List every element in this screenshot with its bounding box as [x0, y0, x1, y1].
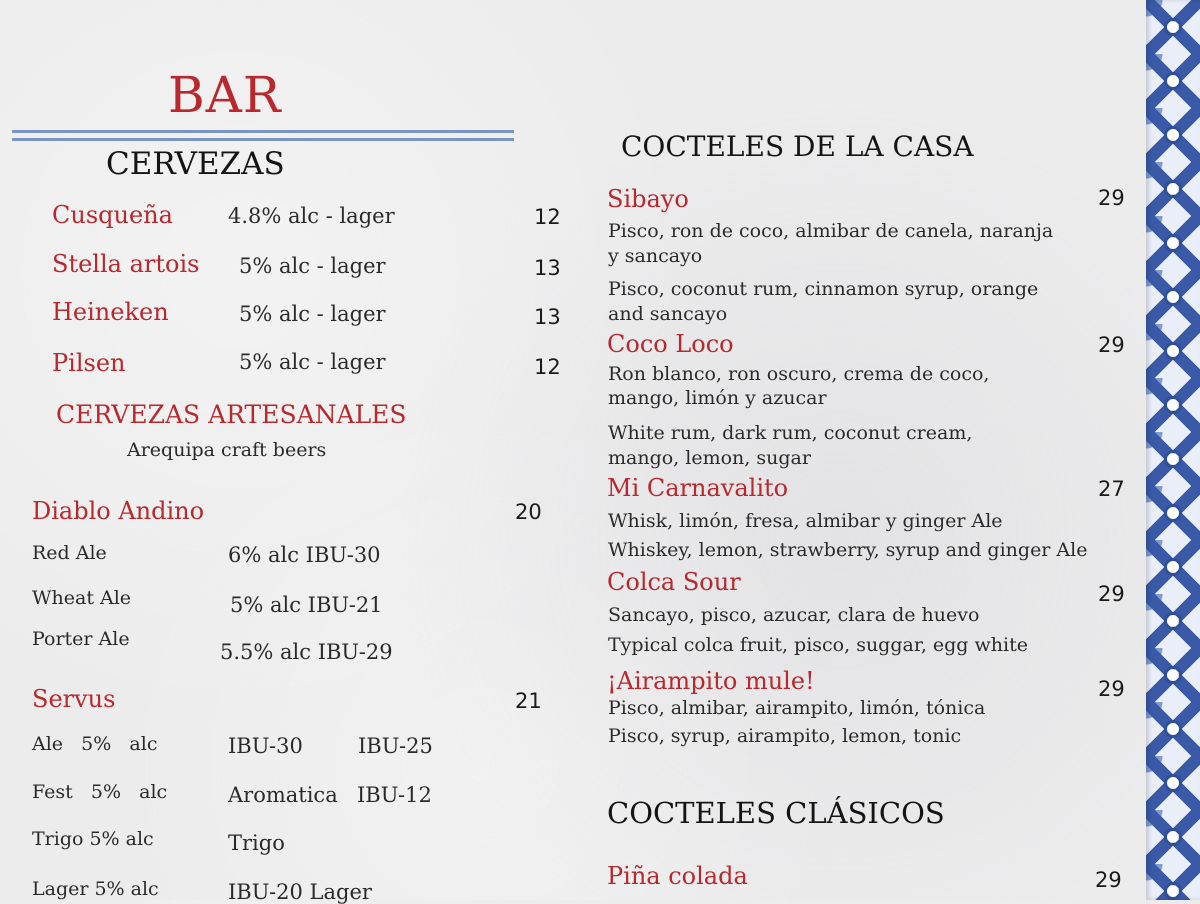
decorative-tile-border [1146, 0, 1200, 900]
cocktail-price: 27 [1098, 477, 1125, 501]
craft-row-label: Porter Ale [32, 628, 130, 650]
diablo-andino-price: 20 [515, 500, 542, 524]
craft-beers-subtitle: Arequipa craft beers [127, 439, 327, 461]
craft-row-label: Fest 5% alc [32, 781, 168, 803]
cocktail-desc-en: Pisco, syrup, airampito, lemon, tonic [608, 725, 962, 747]
craft-row-label: Lager 5% alc [32, 878, 159, 900]
beer-price: 12 [534, 355, 561, 379]
beer-price: 13 [534, 305, 561, 329]
beer-desc: 5% alc - lager [239, 254, 386, 278]
title-rule-top [12, 130, 514, 133]
beer-name: Pilsen [52, 349, 126, 377]
craft-row-label: Wheat Ale [32, 587, 132, 609]
clasicos-heading: COCTELES CLÁSICOS [607, 796, 945, 830]
title-rule-bottom [12, 138, 514, 141]
cocktail-desc-en: Whiskey, lemon, strawberry, syrup and ginger Ale [608, 539, 1088, 561]
cocktail-name: Coco Loco [607, 330, 734, 358]
casa-heading: COCTELES DE LA CASA [621, 130, 974, 163]
beer-name: Cusqueña [52, 201, 173, 229]
cocktail-desc-es: Pisco, almibar, airampito, limón, tónica [608, 697, 986, 719]
cocktail-desc-en: and sancayo [608, 303, 728, 325]
craft-row-label: Trigo 5% alc [32, 828, 154, 850]
beer-desc: 5% alc - lager [239, 350, 386, 374]
cocktail-name: Piña colada [607, 862, 748, 890]
servus-price: 21 [515, 689, 542, 713]
servus-name: Servus [32, 685, 116, 713]
cocktail-desc-en: White rum, dark rum, coconut cream, [608, 422, 973, 444]
craft-row-spec-2: IBU-25 [358, 734, 433, 758]
beer-price: 13 [534, 256, 561, 280]
beer-price: 12 [534, 205, 561, 229]
craft-row-spec: Aromatica [228, 783, 338, 807]
beer-desc: 5% alc - lager [239, 302, 386, 326]
craft-row-spec: Trigo [228, 831, 285, 855]
cocktail-desc-en: Typical colca fruit, pisco, suggar, egg white [608, 634, 1028, 656]
cocktail-desc-en: Pisco, coconut rum, cinnamon syrup, orange [608, 278, 1039, 300]
cocktail-desc-es: Whisk, limón, fresa, almibar y ginger Ale [608, 510, 1003, 532]
cocktail-price: 29 [1098, 186, 1125, 210]
cocktail-name: Mi Carnavalito [607, 474, 789, 502]
craft-row-label: Ale 5% alc [32, 733, 158, 755]
craft-row-spec: 5% alc IBU-21 [230, 593, 383, 617]
cocktail-desc-en: mango, lemon, sugar [608, 447, 811, 469]
cocktail-desc-es: y sancayo [608, 245, 703, 267]
craft-row-spec: 6% alc IBU-30 [228, 543, 381, 567]
cocktail-desc-es: Ron blanco, ron oscuro, crema de coco, [608, 363, 990, 385]
cocktail-price: 29 [1098, 582, 1125, 606]
cocktail-name: Sibayo [607, 185, 689, 213]
craft-row-spec: 5.5% alc IBU-29 [220, 640, 393, 664]
cervezas-heading: CERVEZAS [106, 146, 285, 182]
beer-name: Stella artois [52, 250, 200, 278]
craft-row-label: Red Ale [32, 542, 107, 564]
cocktail-desc-es: Sancayo, pisco, azucar, clara de huevo [608, 604, 980, 626]
beer-name: Heineken [52, 298, 169, 326]
beer-desc: 4.8% alc - lager [228, 204, 395, 228]
cocktail-price: 29 [1098, 677, 1125, 701]
cocktail-desc-es: Pisco, ron de coco, almibar de canela, naranja [608, 220, 1054, 242]
craft-row-spec: IBU-30 [228, 734, 303, 758]
craft-row-spec: IBU-20 Lager [228, 880, 372, 904]
craft-row-spec-2: IBU-12 [357, 783, 432, 807]
craft-beers-heading: CERVEZAS ARTESANALES [56, 400, 407, 429]
page-title: BAR [168, 66, 282, 124]
cocktail-desc-es: mango, limón y azucar [608, 387, 827, 409]
cocktail-name: ¡Airampito mule! [607, 667, 815, 695]
cocktail-price: 29 [1098, 333, 1125, 357]
cocktail-name: Colca Sour [607, 568, 741, 596]
diablo-andino-name: Diablo Andino [32, 497, 205, 525]
cocktail-price: 29 [1095, 868, 1122, 892]
